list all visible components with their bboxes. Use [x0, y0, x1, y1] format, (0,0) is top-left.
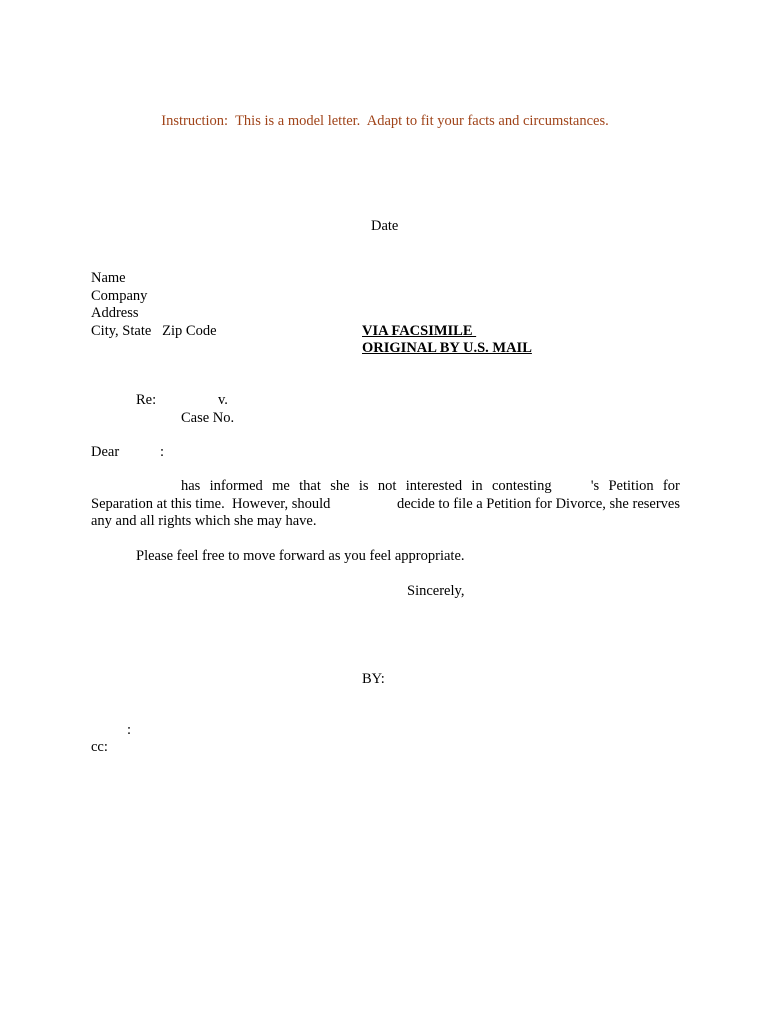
recipient-name: Name: [91, 270, 126, 286]
body-word: in: [471, 478, 483, 494]
body-word: for: [662, 478, 680, 494]
body-word: contesting: [491, 478, 552, 494]
footer-colon: :: [127, 722, 132, 738]
body-line-2-part-1: Separation at this time. However, should: [91, 495, 331, 512]
delivery-line-facsimile: VIA FACSIMILE: [362, 323, 477, 339]
body-line-2-part-2: decide to file a Petition for Divorce, she reserves: [396, 495, 680, 512]
instruction-note: Instruction: This is a model letter. Adapt to fit your facts and circumstances.: [161, 113, 609, 129]
re-case-number: Case No.: [181, 410, 235, 426]
closing-sincerely: Sincerely,: [407, 583, 465, 599]
body-word: is: [358, 478, 369, 494]
body-word: has: [181, 478, 201, 494]
recipient-address: Address: [91, 305, 139, 321]
body-paragraph-2: Please feel free to move forward as you feel appropriate.: [136, 548, 465, 564]
recipient-company: Company: [91, 288, 148, 304]
delivery-line-mail: ORIGINAL BY U.S. MAIL: [362, 340, 532, 356]
body-line-2: [91, 496, 680, 514]
re-label: Re:: [136, 392, 157, 408]
body-word: me: [272, 478, 290, 494]
body-word: interested: [405, 478, 463, 494]
cc-label: cc:: [91, 739, 108, 755]
body-word: that: [299, 478, 321, 494]
body-word: 's: [590, 478, 600, 494]
date-label: Date: [371, 218, 399, 234]
body-line-1: [91, 478, 680, 496]
body-line-3: any and all rights which she may have.: [91, 513, 317, 529]
body-word: Petition: [608, 478, 654, 494]
salutation-dear: Dear: [91, 444, 120, 460]
body-word: informed: [209, 478, 263, 494]
body-paragraph: [91, 478, 680, 531]
re-versus: v.: [218, 392, 228, 408]
closing-by-label: BY:: [362, 671, 385, 687]
salutation-colon: :: [160, 444, 165, 460]
body-word: she: [330, 478, 350, 494]
recipient-city-state-zip: City, State Zip Code: [91, 323, 217, 339]
body-word: not: [377, 478, 397, 494]
